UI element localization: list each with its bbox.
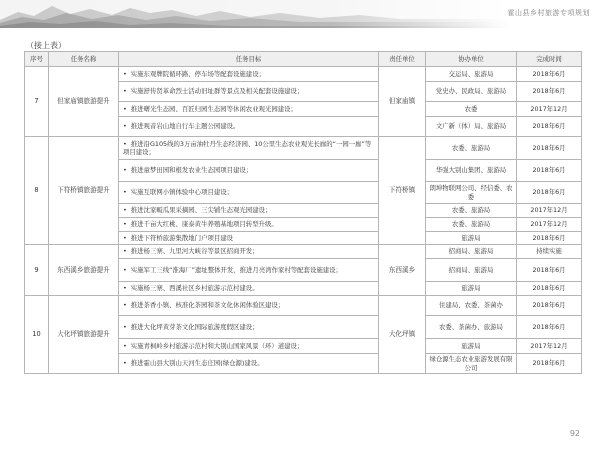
task-goal-cell: • 推进大化坪黄芽茶文化国际旅游度假区建设；: [119, 316, 379, 339]
task-goal-cell: • 推进杨三寨、九里河大峡谷等景区招商开发；: [119, 245, 379, 259]
task-name-cell: 东西溪乡旅游提升: [49, 245, 119, 296]
task-name-cell: 但家庙镇旅游提升: [49, 67, 119, 137]
completion-time-cell: 2018年6月: [517, 82, 582, 102]
responsible-unit-cell: 下符桥镇: [379, 137, 426, 245]
completion-time-cell: 2018年6月: [517, 137, 582, 160]
assisting-unit-cell: 旅游局: [426, 232, 517, 245]
assisting-unit-cell: 党史办、民政局、旅游局: [426, 82, 517, 102]
task-number-cell: 8: [25, 137, 49, 245]
assisting-unit-cell: 旅游局: [426, 282, 517, 296]
task-goal-cell: • 推进沿G105线的3万亩油牡丹生态经济园、10公里生态农业观光长廊的“一园一廊”等项目建设；: [119, 137, 379, 160]
assisting-unit-cell: 农委、旅游局: [426, 204, 517, 218]
task-table: [24, 51, 582, 374]
task-number-cell: 10: [25, 296, 49, 374]
assisting-unit-cell: 农委、旅游局: [426, 218, 517, 232]
task-name-cell: 下符桥镇旅游提升: [49, 137, 119, 245]
completion-time-cell: 2017年12月: [517, 339, 582, 354]
continuation-note: （接上表）: [26, 41, 66, 50]
assisting-unit-cell: 农委、茶菌办、旅游局: [426, 316, 517, 339]
task-goal-cell: • 实施互联网小镇体验中心项目建设；: [119, 182, 379, 204]
column-header-assisting-unit: 协办单位: [426, 52, 517, 67]
assisting-unit-cell: 招商局、旅游局: [426, 259, 517, 282]
completion-time-cell: 2018年6月: [517, 282, 582, 296]
completion-time-cell: 2017年12月: [517, 102, 582, 117]
completion-time-cell: 2018年6月: [517, 296, 582, 316]
assisting-unit-cell: 旅游局: [426, 339, 517, 354]
assisting-unit-cell: 招商局、旅游局: [426, 245, 517, 259]
assisting-unit-cell: 朗坤物联网公司、经信委、农委: [426, 182, 517, 204]
table-row: [25, 296, 582, 316]
task-goal-cell: • 推进霍山县大别山天河生态庄园(绿仓源)建设。: [119, 354, 379, 374]
assisting-unit-cell: 农委: [426, 102, 517, 117]
column-header-number: 序号: [25, 52, 49, 67]
task-goal-cell: • 实施东观牌院循环路、停车场等配套设施建设；: [119, 67, 379, 82]
completion-time-cell: 2017年12月: [517, 218, 582, 232]
column-header-completion-time: 完成时间: [517, 52, 582, 67]
task-goal-cell: • 推进茶香小镇、核准化茶园和茶文化休闲体验区建设；: [119, 296, 379, 316]
task-goal-cell: • 推进曙光生态园、百匠归园生态园等休闲农业观光园建设；: [119, 102, 379, 117]
completion-time-cell: 2018年6月: [517, 67, 582, 82]
task-goal-cell: • 实施杨三寨、西溪社区乡村旅游示范村建设。: [119, 282, 379, 296]
column-header-task-name: 任务名称: [49, 52, 119, 67]
completion-time-cell: 2017年12月: [517, 204, 582, 218]
task-goal-cell: • 推进沈家畈瓜果采摘园、三尖铺生态观光园建设；: [119, 204, 379, 218]
assisting-unit-cell: 住建局、农委、茶菌办: [426, 296, 517, 316]
completion-time-cell: 2018年6月: [517, 160, 582, 182]
assisting-unit-cell: 华强大别山集团、旅游局: [426, 160, 517, 182]
task-goal-cell: • 推进观音岩山地自行车主题公园建设。: [119, 117, 379, 137]
assisting-unit-cell: 交运局、旅游局: [426, 67, 517, 82]
completion-time-cell: 2018年6月: [517, 354, 582, 374]
completion-time-cell: 2018年6月: [517, 316, 582, 339]
page-header: [0, 0, 600, 28]
task-goal-cell: • 推进千亩大红桃、康泰黄牛养殖基地项目转型升级。: [119, 218, 379, 232]
task-goal-cell: • 推进下符桥旅游集散地门户项目建设: [119, 232, 379, 245]
completion-time-cell: 2018年6月: [517, 182, 582, 204]
completion-time-cell: 2018年6月: [517, 232, 582, 245]
table-row: [25, 67, 582, 82]
task-number-cell: 9: [25, 245, 49, 296]
responsible-unit-cell: 但家庙镇: [379, 67, 426, 137]
task-goal-cell: • 实施舒传贤革命烈士活动旧址群等景点及相关配套设施建设；: [119, 82, 379, 102]
responsible-unit-cell: 东西溪乡: [379, 245, 426, 296]
completion-time-cell: 2018年6月: [517, 259, 582, 282]
completion-time-cell: 2018年6月: [517, 117, 582, 137]
column-header-responsible-unit: 责任单位: [379, 52, 426, 67]
responsible-unit-cell: 大化坪镇: [379, 296, 426, 374]
table-row: [25, 245, 582, 259]
assisting-unit-cell: 农委、旅游局: [426, 137, 517, 160]
table-header-row: [25, 52, 582, 67]
task-goal-cell: • 实施青枫岭乡村旅游示范村和大别山国家风景（环）道建设；: [119, 339, 379, 354]
task-number-cell: 7: [25, 67, 49, 137]
task-goal-cell: • 推进童梦田园和根发农业生态园项目建设；: [119, 160, 379, 182]
task-goal-cell: • 实施军工三线“淮海厂”遗址整体开发，推进月亮湾作家村等配套设施建设；: [119, 259, 379, 282]
column-header-task-goal: 任务目标: [119, 52, 379, 67]
completion-time-cell: 持续实施: [517, 245, 582, 259]
page-number: 92: [569, 429, 580, 438]
assisting-unit-cell: 绿仓源生态农业旅游发展有限公司: [426, 354, 517, 374]
document-title: 霍山县乡村旅游专项规划: [507, 9, 590, 17]
assisting-unit-cell: 文广新（体）局、旅游局: [426, 117, 517, 137]
task-name-cell: 大化坪镇旅游提升: [49, 296, 119, 374]
table-row: [25, 137, 582, 160]
